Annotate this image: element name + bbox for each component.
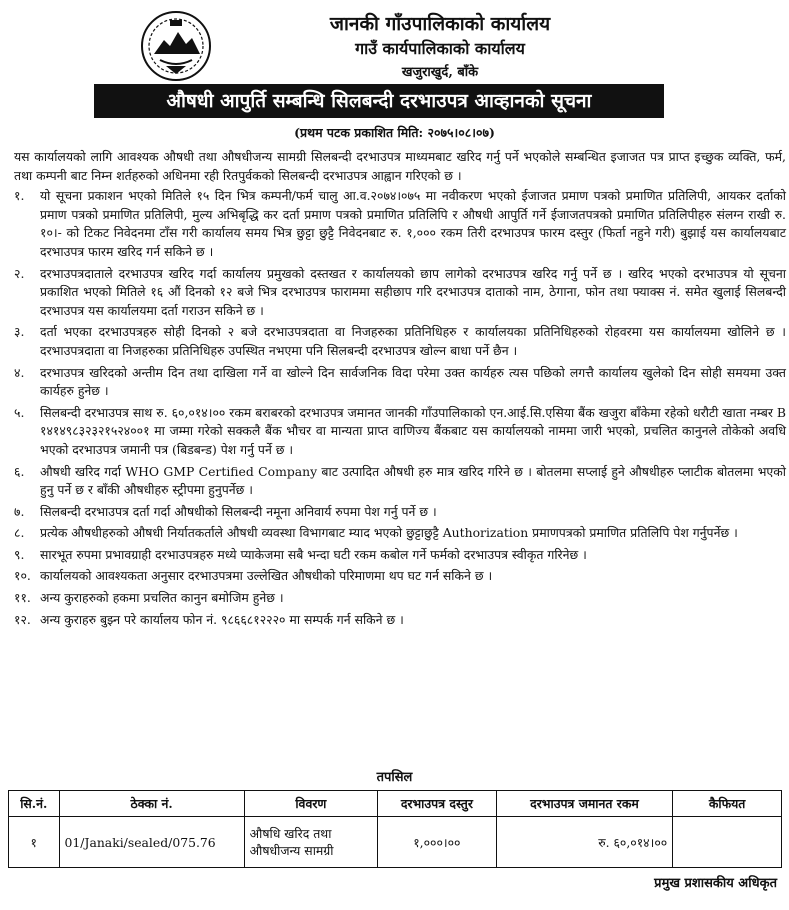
condition-number: ११.	[14, 590, 31, 606]
condition-number: १०.	[14, 568, 31, 584]
table-row	[9, 817, 782, 868]
condition-text: कार्यालयको आवश्यकता अनुसार दरभाउपत्रमा उल्लेखित औषधीको परिमाणमा थप घट गर्न सकिने छ ।	[40, 568, 493, 584]
condition-text: औषधी खरिद गर्दा WHO GMP Certified Company बाट उत्पादित औषधी हरु मात्र खरिद गरिने छ । बोतलमा सप्लाई हुने औषधीहरु प्लाटीक बोतलमा भएको हुनु पर्ने छ र बाँकी औषधीहरु स्ट्रीपमा हुनुपर्नेछ ।	[40, 463, 786, 498]
condition-item	[14, 187, 786, 261]
table-cell-serial: १	[9, 817, 60, 868]
condition-text: दर्ता भएका दरभाउपत्रहरु सोही दिनको २ बजे दरभाउपत्रदाता वा निजहरुका प्रतिनिधिहरु र कार्यालयका प्रतिनिधिहरुको रोहवरमा यस कार्यालयमा खोलिने छ । दरभाउपत्रदाता वा निजहरुका प्रतिनिधिहरु उपस्थित नभएमा पनि सिलबन्दी दरभाउपत्र खोल्न बाधा पर्ने छैन ।	[40, 324, 786, 358]
publication-date: (प्रथम पटक प्रकाशित मिति: २०७५।०८।०७)	[294, 125, 495, 140]
condition-item	[14, 567, 786, 586]
condition-item	[14, 323, 786, 360]
column-header: दरभाउपत्र दस्तुर	[378, 791, 497, 817]
condition-item	[14, 364, 786, 401]
condition-text: सिलबन्दी दरभाउपत्र साथ रु. ६०,०१४।०० रकम बराबरको दरभाउपत्र जमानत जानकी गाँउपालिकाको एन.आई.सि.एसिया बैंक खजुरा बाँकेमा रहेको धरौटी खाता नम्बर B १४१४९८३२३२१५२४००१ मा जम्मा गरेको सक्कलै बैंक भौचर वा मान्यता प्राप्त वाणिज्य बैंकबाट यस कार्यालयको नाममा जारी भएको, प्रचलित कानुनले तोकेको अवधि भएको दरभाउपत्र जमानी पत्र (बिडबन्ड) पेश गर्नु पर्ने छ ।	[40, 404, 786, 457]
table-cell-security-amount: रु. ६०,०१४।००	[496, 817, 673, 868]
notice-title: औषधी आपुर्ति सम्बन्धि सिलबन्दी दरभाउपत्र आव्हानको सूचना	[94, 84, 664, 118]
table-cell-fee: १,०००।००	[378, 817, 497, 868]
condition-text: सारभूत रुपमा प्रभावग्राही दरभाउपत्रहरु मध्ये प्याकेजमा सबै भन्दा घटी रकम कबोल गर्ने फर्मको दरभाउपत्र स्वीकृत गरिनेछ ।	[40, 546, 587, 562]
condition-number: ८.	[14, 525, 25, 541]
condition-text: सिलबन्दी दरभाउपत्र दर्ता गर्दा औषधीको सिलबन्दी नमूना अनिवार्य रुपमा पेश गर्नु पर्ने छ ।	[40, 503, 437, 519]
condition-text: दरभाउपत्रदाताले दरभाउपत्र खरिद गर्दा कार्यालय प्रमुखको दस्तखत र कार्यालयको छाप लागेको दरभाउपत्र खरिद गर्नु पर्ने छ । खरिद भएको दरभाउपत्र यो सूचना प्रकाशित भएको मितिले १६ औं दिनको १२ बजे भित्र दरभाउपत्र फाराममा सहीछाप गरि दरभाउपत्र दाताको नाम, ठेगाना, फोन तथा फ्याक्स नं. समेत खुलाई सिलबन्दी दरभाउपत्र यस कार्यालयमा दर्ता गराउन सकिने छ ।	[40, 265, 786, 318]
condition-item	[14, 463, 786, 500]
column-header: सि.नं.	[9, 791, 60, 817]
condition-number: १.	[14, 188, 25, 204]
office-subname: गाउँ कार्यपालिकाको कार्यालय	[355, 39, 525, 58]
notice-body	[14, 148, 786, 632]
table-cell-contract-no: 01/Janaki/sealed/075.76	[59, 817, 244, 868]
table-cell-description: औषधि खरिद तथा औषधीजन्य सामग्री	[244, 817, 377, 868]
condition-number: ९.	[14, 546, 25, 562]
condition-text: अन्य कुराहरु बुझ्न परे कार्यालय फोन नं. ९८६६८१२२२० मा सम्पर्क गर्न सकिने छ ।	[40, 611, 404, 627]
condition-item	[14, 265, 786, 321]
signatory: प्रमुख प्रशासकीय अधिकृत	[654, 876, 777, 891]
condition-text: दरभाउपत्र खरिदको अन्तीम दिन तथा दाखिला गर्ने वा खोल्ने दिन सार्वजनिक विदा परेमा उक्त कार्यहरु त्यस पछिको लगत्तै कार्यालय खुलेको दिन सोही समयमा उक्त कार्यहरु हुनेछ ।	[40, 364, 786, 399]
office-name: जानकी गाँउपालिकाको कार्यालय	[329, 13, 551, 35]
conditions-list	[14, 187, 786, 629]
nepal-government-emblem-icon	[140, 10, 212, 82]
column-header: ठेक्का नं.	[59, 791, 244, 817]
column-header: विवरण	[244, 791, 377, 817]
column-header: कैफियत	[673, 791, 782, 817]
condition-number: ५.	[14, 404, 25, 420]
condition-number: ७.	[14, 503, 25, 519]
condition-number: ३.	[14, 324, 25, 340]
condition-text: यो सूचना प्रकाशन भएको मितिले १५ दिन भित्र कम्पनी/फर्म चालु आ.व.२०७४।०७५ मा नवीकरण भएको ईजाजत प्रमाण पत्रको प्रमाणित प्रतिलिपी, आयकर दर्ताको प्रमाण पत्रको प्रमाणित प्रतिलिपी, मुल्य अभिबृद्धि कर दर्ता प्रमाण पत्रको प्रमाणित प्रतिलिपि र औषधी आपुर्ति गर्ने ईजाजतपत्रको प्रमाणित प्रतिलिपीहरु संलग्न राखी रु. १०।- को टिकट निवेदनमा टाँस गरी कार्यालय समय भित्र छुट्टा छुट्टै निवेदनबाट रु. १,००० रकम तिरी दरभाउपत्र फारम दस्तुर (फिर्ता नहुने गरी) बुझाई यस कार्यालयबाट दरभाउपत्र फारम खरिद गर्न सकिने छ ।	[40, 188, 786, 259]
condition-number: १२.	[14, 611, 31, 627]
condition-item	[14, 524, 786, 543]
schedule-table	[8, 790, 782, 868]
condition-item	[14, 611, 786, 630]
office-location: खजुराखुर्द, बाँके	[401, 65, 479, 80]
schedule-heading: तपसिल	[376, 770, 413, 785]
condition-number: २.	[14, 265, 25, 281]
condition-text: प्रत्येक औषधीहरुको औषधी निर्यातकर्ताले औषधी व्यवस्था विभागबाट म्याद भएको छुट्टाछुट्टै Authorization प्रमाणपत्रको प्रमाणित प्रतिलिपि पेश गर्नुपर्नेछ ।	[40, 525, 738, 541]
condition-text: अन्य कुराहरुको हकमा प्रचलित कानुन बमोजिम हुनेछ ।	[40, 590, 284, 606]
condition-item	[14, 404, 786, 460]
condition-item	[14, 503, 786, 522]
condition-item	[14, 546, 786, 565]
condition-number: ४.	[14, 364, 25, 380]
condition-item	[14, 589, 786, 608]
condition-number: ६.	[14, 463, 25, 479]
notice-intro: यस कार्यालयको लागि आवश्यक औषधी तथा औषधीजन्य सामग्री सिलबन्दी दरभाउपत्र माध्यमबाट खरिद गर्नु पर्ने भएकोले सम्बन्धित इजाजत पत्र प्राप्त इच्छुक व्यक्ति, फर्म, तथा कम्पनी बाट निम्न शर्तहरुको अधिनमा रही रितपुर्वकको सिलबन्दी दरभाउपत्र आह्वान गरिएको छ ।	[14, 149, 786, 183]
column-header: दरभाउपत्र जमानत रकम	[496, 791, 673, 817]
table-cell-remarks	[673, 817, 782, 868]
table-header-row	[9, 791, 782, 817]
